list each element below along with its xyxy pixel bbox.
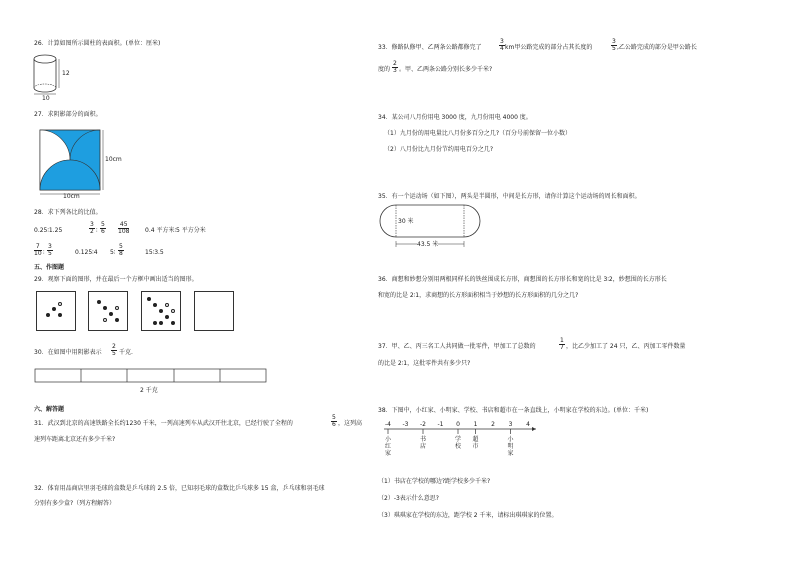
pattern-dot xyxy=(103,306,107,310)
q37-line1-post: ，比乙少加工了 24 只，乙、丙加工零件数量 xyxy=(566,343,686,350)
pattern-box-answer[interactable] xyxy=(194,291,234,331)
q28-frac-2a1: $\frac{7}{10}$ xyxy=(34,243,42,257)
q28-ratio-2b: 0.125∶4 xyxy=(75,249,98,256)
q36-line1: 36．商想和妙想分别用两根同样长的铁丝围成长方形，商想围的长方形长和宽的比是 3∶2，妙想围的长方形长 xyxy=(378,276,667,283)
pattern-dot xyxy=(109,312,113,316)
q32-line2: 分别有多少盒?（列方程解答） xyxy=(34,500,116,507)
q28-ratio-1a: 0.25∶1.25 xyxy=(34,227,63,234)
number-line[interactable] xyxy=(378,420,548,472)
pattern-circle xyxy=(171,309,175,313)
q37-line1-pre: 37．甲、乙、丙三名工人共同做一批零件，甲加工了总数的 xyxy=(378,343,536,350)
cylinder-diameter-label: 10 xyxy=(42,95,50,102)
q28-frac-1b1: $\frac{3}{2}$ xyxy=(90,221,94,235)
pattern-circle xyxy=(58,302,62,306)
number-line-tick-label: -2 xyxy=(420,421,426,428)
number-line-place-label: 小 xyxy=(507,436,514,443)
number-line-place-label: 市 xyxy=(472,443,479,450)
q30-bar-label: 2 千克 xyxy=(140,387,158,394)
q35-length-label: 43.5 米 xyxy=(417,241,439,248)
arrow-right-icon xyxy=(532,427,536,431)
pattern-dot xyxy=(153,303,157,307)
q32-line1: 32．体育用品商店里羽毛球的盒数是乒乓球的 2.5 倍，已知羽毛球的盒数比乒乓球多 15 盒，乒乓球和羽毛球 xyxy=(34,485,325,492)
q31-line1-post: ，这列高 xyxy=(338,420,363,427)
pattern-box-1 xyxy=(36,291,76,331)
q33-line2-post: 。甲、乙两条公路分别长多少千米? xyxy=(399,66,493,73)
q27-bottom-label: 10cm xyxy=(63,193,80,200)
q33-line1-mid: km甲公路完成的部分占其长度的 xyxy=(505,44,593,51)
pattern-dot xyxy=(46,313,50,317)
q30-text-post: 千克. xyxy=(119,349,133,356)
q37-fraction: $\frac{1}{7}$ xyxy=(560,337,564,351)
q33-line2-pre: 度的 xyxy=(378,66,391,73)
pattern-box-2 xyxy=(88,291,128,331)
shaded-area-figure xyxy=(40,130,120,202)
q26-text: 26．计算如图所示圆柱的表面积。(单位：厘米) xyxy=(34,40,161,47)
q28-ratio-2d: 15∶3.5 xyxy=(145,249,164,256)
q33-fraction-3: $\frac{2}{3}$ xyxy=(393,60,397,74)
q33-fraction-2: $\frac{3}{5}$ xyxy=(612,38,616,52)
pattern-box-3 xyxy=(141,291,181,331)
number-line-tick-label: -4 xyxy=(385,421,391,428)
q37-line2: 的比是 2∶1，这批零件共有多少只? xyxy=(378,360,471,367)
pattern-circle xyxy=(115,306,119,310)
pattern-dot xyxy=(159,321,163,325)
number-line-place-label: 家 xyxy=(507,450,514,457)
q34-text: 34．某公司八月份用电 3000 度，九月份用电 4000 度。 xyxy=(378,114,532,121)
q38-sub3: （3）琪琪家在学校的东边，距学校 2 千米，请标出琪琪家的位置。 xyxy=(378,512,558,519)
number-line-tick-label: -1 xyxy=(437,421,444,428)
pattern-circle xyxy=(165,303,169,307)
q31-fraction: $\frac{5}{6}$ xyxy=(332,414,336,428)
number-line-place-label: 超 xyxy=(472,436,479,443)
q28-frac-2c: $\frac{5}{8}$ xyxy=(119,243,123,257)
number-line-place-label: 明 xyxy=(507,443,514,450)
q27-side-label: 10cm xyxy=(105,156,122,163)
q31-line1-pre: 31．武汉到北京的高速铁路全长约1230 千米，一列高速列车从武汉开往北京，已经行驶了全程的 xyxy=(34,420,293,427)
q28-ratio-2c-pre: 5∶ xyxy=(110,249,116,256)
pattern-dot xyxy=(52,307,56,311)
q33-fraction-1: $\frac{3}{4}$ xyxy=(500,38,504,52)
section-5-heading: 五、作图题 xyxy=(34,264,65,271)
q34-sub2: （2）八月份比九月份节约用电百分之几? xyxy=(384,146,494,153)
pattern-dot xyxy=(97,300,101,304)
pattern-dot xyxy=(171,321,175,325)
pattern-dot xyxy=(58,313,62,317)
pattern-dot xyxy=(153,321,157,325)
q38-text: 38．下图中，小红家、小明家、学校、书店和超市在一条直线上，小明家在学校的东边。(单位：千米) xyxy=(378,407,649,414)
q28-colon: ∶ xyxy=(96,227,98,234)
q28-ratio-1d: 0.4 平方米∶5 平方分米 xyxy=(145,227,206,234)
q28-frac-2a2: $\frac{3}{5}$ xyxy=(48,243,52,257)
pattern-dot xyxy=(147,297,151,301)
q34-sub1: （1）九月份的用电量比八月份多百分之几?（百分号前保留一位小数） xyxy=(384,130,572,137)
q28-text: 28．求下列各比的比值。 xyxy=(34,209,102,216)
number-line-tick-label: 2 xyxy=(491,421,495,428)
number-line-place-label: 红 xyxy=(384,443,392,450)
number-line-place-label: 学 xyxy=(454,436,462,443)
q29-text: 29．观察下面的图形，并在最后一个方框中画出适当的图形。 xyxy=(34,276,198,283)
q38-sub2: （2）-3表示什么意思? xyxy=(378,495,439,502)
number-line-place-label: 校 xyxy=(454,443,462,450)
number-line-place-label: 书 xyxy=(419,436,427,443)
q36-line2: 和宽的比是 2∶1，求商想的长方形面积相当于妙想的长方形面积的几分之几? xyxy=(378,292,579,299)
number-line-tick-label: 3 xyxy=(508,421,513,428)
q35-width-label: 30 米 xyxy=(398,218,414,225)
q28-colon-2: ∶ xyxy=(43,249,45,256)
q35-text: 35．有一个运动场（如下图），两头是半圆形，中间是长方形，请你计算这个运动场的周长和面积。 xyxy=(378,193,641,200)
q28-frac-1c: $\frac{45}{108}$ xyxy=(118,221,130,235)
q30-bar[interactable] xyxy=(35,369,267,383)
number-line-tick-label: -3 xyxy=(402,421,409,428)
number-line-place-label: 店 xyxy=(419,443,427,450)
number-line-place-label: 小 xyxy=(384,436,392,443)
q30-text-pre: 30．在如图中用阴影表示 xyxy=(34,349,102,356)
q33-line1-post: ,乙公路完成的部分是甲公路长 xyxy=(617,44,697,51)
pattern-circle xyxy=(103,318,107,322)
pattern-dot xyxy=(115,318,119,322)
pattern-dot xyxy=(165,315,169,319)
number-line-tick-label: 1 xyxy=(473,421,478,428)
number-line-tick-label: 4 xyxy=(526,421,530,428)
cylinder-height-label: 12 xyxy=(62,70,70,77)
q28-frac-1b2: $\frac{5}{6}$ xyxy=(101,221,105,235)
pattern-dot xyxy=(159,309,163,313)
number-line-place-label: 家 xyxy=(384,450,392,457)
q27-text: 27．求阴影部分的面积。 xyxy=(34,111,102,118)
q38-sub1: （1）书店在学校的哪边?距学校多少千米? xyxy=(378,478,491,485)
section-6-heading: 六、解答题 xyxy=(34,406,65,413)
q33-line1-pre: 33．修路队修甲、乙两条公路都修完了 xyxy=(378,44,482,51)
q31-line2: 速列车距离北京还有多少千米? xyxy=(34,436,116,443)
number-line-tick-label: 0 xyxy=(456,421,460,428)
q30-fraction: $\frac{2}{5}$ xyxy=(112,343,116,357)
